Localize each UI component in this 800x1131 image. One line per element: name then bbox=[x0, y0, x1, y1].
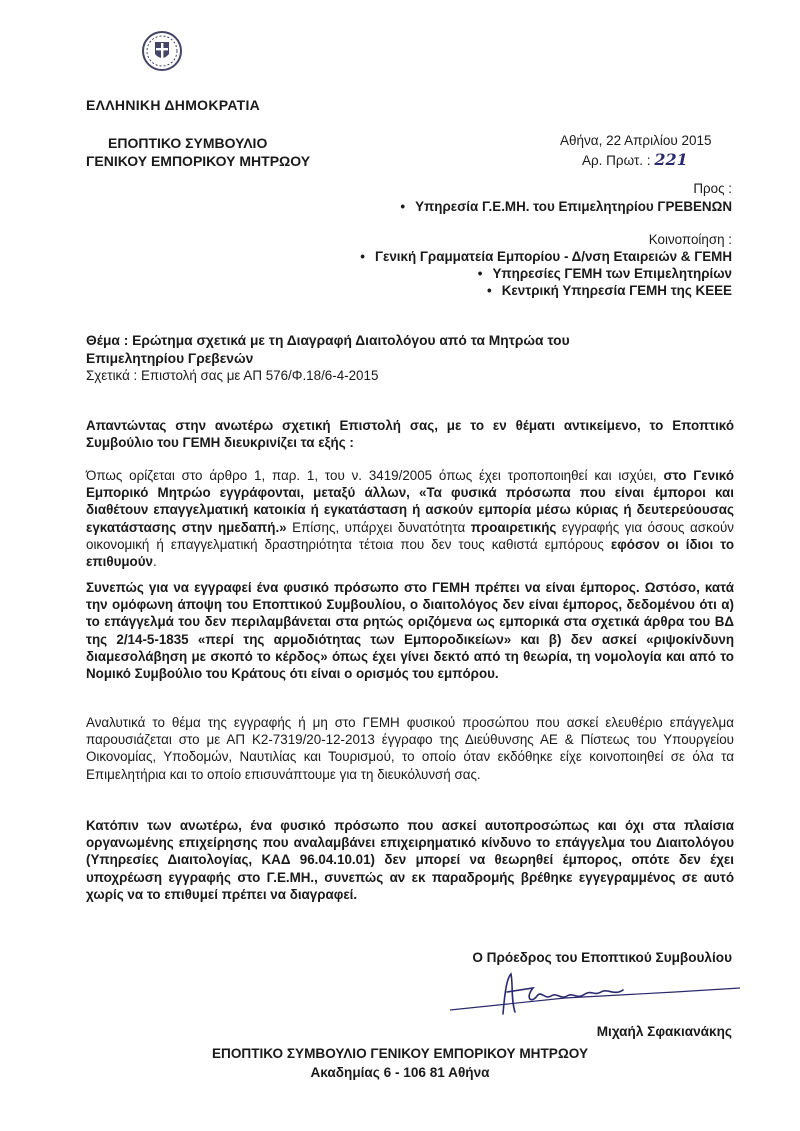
paragraph-conclusion: Συνεπώς για να εγγραφεί ένα φυσικό πρόσωπο στο ΓΕΜΗ πρέπει να είναι έμπορος. Ωστόσο, κατά την ομόφωνη άποψη του Εποπτικού Συμβουλίου, ο διαιτολόγος δεν είναι έμπορος, δεδομένου ότι α) το επάγγελμά του δεν περιλαμβάνεται στα ρητώς οριζόμενα ως εμπορικά στα σχετικά άρθρα του ΒΔ της 2/14-5-1835 «περί της αρμοδιότητας των Εμποροδικείων» και β) δεν ασκεί «ριψοκίνδυνη διαμεσολάβηση με σκοπό το κέρδος» όπως έχει γίνει δεκτό από τη θεωρία, τη νομολογία και από το Νομικό Συμβούλιο του Κράτους ότι είναι ο ορισμός του εμπόρου. bbox=[86, 580, 734, 682]
signatory-title: Ο Πρόεδρος του Εποπτικού Συμβουλίου bbox=[472, 950, 732, 965]
text-run: Επίσης, υπάρχει δυνατότητα bbox=[286, 519, 471, 535]
bullet-icon: • bbox=[477, 266, 483, 281]
paragraph-law bbox=[86, 467, 734, 570]
text-run-bold: προαιρετικής bbox=[470, 519, 557, 535]
bullet-icon: • bbox=[360, 249, 365, 264]
text-run: Όπως ορίζεται στο άρθρο 1, παρ. 1, του ν. 3419/2005 όπως έχει τροποποιηθεί και ισχύει, bbox=[86, 468, 664, 483]
footer-address: Ακαδημίας 6 - 106 81 Αθήνα bbox=[310, 1065, 490, 1080]
paragraph-final: Κατόπιν των ανωτέρω, ένα φυσικό πρόσωπο που ασκεί αυτοπροσώπως και όχι στα πλαίσια οργανωμένης επιχείρησης που αναλαμβάνει επιχειρηματικό κίνδυνο το επάγγελμα του Διαιτολόγου (Υπηρεσίες Διαιτολογίας, ΚΑΔ 96.04.10.01) δεν μπορεί να θεωρηθεί έμπορος, οπότε δεν έχει υποχρέωση εγγραφής στο Γ.Ε.ΜΗ., συνεπώς αν εκ παραδρομής βρέθηκε εγγεγραμμένος σε αυτό χωρίς να το επιθυμεί πρέπει να διαγραφεί. bbox=[86, 818, 734, 902]
cc-label: Κοινοποίηση : bbox=[648, 232, 732, 247]
text-run: . bbox=[152, 554, 157, 570]
paragraph-analysis: Αναλυτικά το θέμα της εγγραφής ή μη στο ΓΕΜΗ φυσικού προσώπου που ασκεί ελευθέριο επάγγελμα παρουσιάζεται στο με ΑΠ Κ2-7319/20-12-2013 έγγραφο της Διεύθυνσης ΑΕ & Πίστεως του Υπουργείου Οικονομίας, Υποδομών, Ναυτιλίας και Τουρισμού, το οποίο όταν εκδόθηκε είχε κοινοποιηθεί σε όλα τα Επιμελητήρια και το οποίο επισυνάπτουμε για τη διευκόλυνσή σας. bbox=[86, 715, 734, 782]
cc-recipient bbox=[487, 283, 732, 298]
republic-heading: ΕΛΛΗΝΙΚΗ ΔΗΜΟΚΡΑΤΙΑ bbox=[86, 97, 261, 113]
to-recipient bbox=[400, 199, 732, 214]
footer-organization: ΕΠΟΠΤΙΚΟ ΣΥΜΒΟΥΛΙΟ ΓΕΝΙΚΟΥ ΕΜΠΟΡΙΚΟΥ ΜΗΤΡΩΟΥ bbox=[211, 1046, 589, 1061]
text-run-bold: στο Γενικό Εμπορικό Μητρώο εγγράφονται, μεταξύ άλλων, «Τα φυσικά πρόσωπα που είναι έμποροι και διαθέτουν επαγγελματική κατοικία ή εγκατάσταση ή ασκούν εμπορία μέσω κύριας ή δευτερεύουσας εγκατάστασης στην ημεδαπή.» bbox=[86, 468, 734, 535]
cc-recipient bbox=[360, 249, 732, 264]
recipient-text: Υπηρεσίες ΓΕΜΗ των Επιμελητηρίων bbox=[492, 266, 732, 281]
recipient-text: Γενική Γραμματεία Εμπορίου - Δ/νση Εταιρειών & ΓΕΜΗ bbox=[374, 249, 732, 264]
protocol-number bbox=[582, 150, 688, 169]
protocol-label: Αρ. Πρωτ. : bbox=[582, 153, 651, 168]
recipient-text: Υπηρεσία Γ.Ε.ΜΗ. του Επιμελητηρίου ΓΡΕΒΕΝΩΝ bbox=[415, 199, 732, 214]
subject-line-2: Επιμελητηρίου Γρεβενών bbox=[86, 351, 254, 366]
related-reference: Σχετικά : Επιστολή σας με ΑΠ 576/Φ.18/6-4-2015 bbox=[86, 368, 379, 383]
text-run-bold: εφόσον οι ίδιοι το επιθυμούν bbox=[86, 536, 734, 570]
document-date: Αθήνα, 22 Απριλίου 2015 bbox=[560, 133, 712, 148]
organization-line-2: ΓΕΝΙΚΟΥ ΕΜΠΟΡΙΚΟΥ ΜΗΤΡΩΟΥ bbox=[86, 153, 311, 169]
signatory-name: Μιχαήλ Σφακιανάκης bbox=[596, 1024, 732, 1039]
to-label: Προς : bbox=[693, 181, 732, 196]
protocol-number-value: 221 bbox=[654, 150, 688, 169]
subject bbox=[86, 332, 734, 368]
bullet-icon: • bbox=[400, 199, 406, 214]
recipient-text: Κεντρική Υπηρεσία ΓΕΜΗ της ΚΕΕΕ bbox=[501, 283, 732, 298]
handwritten-signature bbox=[445, 970, 745, 1018]
cc-recipient bbox=[478, 266, 732, 281]
coat-of-arms-icon bbox=[141, 30, 183, 72]
bullet-icon: • bbox=[487, 283, 492, 298]
subject-line-1: Θέμα : Ερώτημα σχετικά με τη Διαγραφή Διαιτολόγου από τα Μητρώα του bbox=[86, 333, 570, 348]
paragraph-intro: Απαντώντας στην ανωτέρω σχετική Επιστολή σας, με το εν θέματι αντικείμενο, το Εποπτικό Συμβούλιο του ΓΕΜΗ διευκρινίζει τα εξής : bbox=[86, 418, 734, 451]
text-run: εγγραφής για όσους ασκούν οικονομική ή επαγγελματική δραστηριότητα τέτοια που δεν τους καθιστά εμπόρους bbox=[86, 519, 734, 552]
organization-line-1: ΕΠΟΠΤΙΚΟ ΣΥΜΒΟΥΛΙΟ bbox=[108, 135, 268, 151]
